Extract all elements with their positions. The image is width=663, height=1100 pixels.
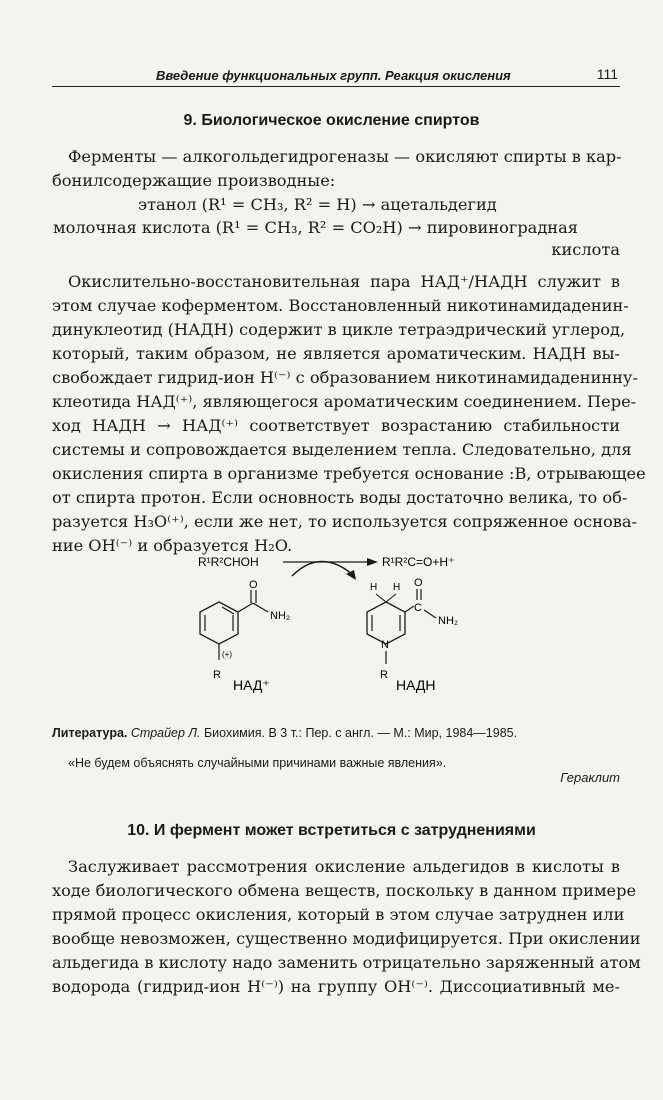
text-line: Окислительно-восстановительная пара НАД⁺/НАДН служит в: [68, 272, 620, 291]
literature-author: Страйер Л.: [130, 726, 201, 740]
equation-lactic-acid: молочная кислота (R¹ = CH₃, R² = CO₂H) → пировиноградная: [53, 218, 578, 237]
n-charge: (+): [222, 650, 232, 659]
carbonyl-c: C: [414, 602, 422, 614]
text-line: ние OH⁽⁻⁾ и образуется H₂O.: [52, 536, 293, 555]
coupling-arrow: [292, 561, 352, 576]
text-line: Заслуживает рассмотрения окисление альдегидов в кислоты в: [68, 857, 620, 876]
text-line: который, таким образом, не является ароматическим. НАДН вы-: [52, 344, 620, 363]
carbonyl-o: O: [249, 579, 258, 591]
reaction-arrowhead: [367, 558, 378, 566]
r-substituent: R: [213, 669, 221, 681]
text-line: от спирта протон. Если основность воды достаточно велика, то об-: [52, 488, 628, 507]
text-line: ход НАДН → НАД⁽⁺⁾ соответствует возрастанию стабильности: [52, 416, 620, 435]
nadh-n: N: [381, 639, 389, 651]
text-line: прямой процесс окисления, который в этом случае затруднен или: [52, 905, 625, 924]
literature-reference: [52, 726, 620, 740]
text-line: окисления спирта в организме требуется основание :B, отрывающее: [52, 464, 646, 483]
text-line: системы и сопровождается выделением тепла. Следовательно, для: [52, 440, 632, 459]
nadh-structure: [367, 577, 458, 693]
literature-label: Литература.: [52, 726, 128, 740]
epigraph-quote: «Не будем объяснять случайными причинами важные явления».: [68, 756, 447, 770]
epigraph-author: Гераклит: [560, 770, 620, 785]
text-line: динуклеотид (НАДН) содержит в цикле тетраэдрический углерод,: [52, 320, 626, 339]
amide-nh2: NH₂: [270, 610, 291, 622]
nadh-r-substituent: R: [380, 669, 388, 681]
nad-reaction-scheme: [0, 540, 663, 710]
hydrogen-b: H: [393, 582, 401, 593]
nadh-label: НАДН: [396, 677, 436, 693]
nadh-carbonyl-o: O: [414, 577, 423, 589]
section-9-intro: [52, 145, 620, 193]
text-line: свобождает гидрид-ион H⁽⁻⁾ с образованием никотинамидаденинну-: [52, 368, 638, 387]
section-10-body: [52, 855, 641, 999]
coupling-arrowhead: [346, 570, 356, 580]
nad-plus-structure: [200, 579, 290, 693]
text-line: клеотида НАД⁽⁺⁾, являющегося ароматическим соединением. Пере-: [52, 392, 637, 411]
reactant-label: R¹R²CHOH: [198, 555, 259, 569]
nadh-amide-nh2: NH₂: [438, 615, 459, 627]
text-line: бонилсодержащие производные:: [52, 171, 336, 190]
section-9-title: 9. Биологическое окисление спиртов: [183, 112, 480, 129]
running-title: Введение функциональных групп. Реакция окисления: [156, 68, 511, 83]
literature-text: Биохимия. В 3 т.: Пер. с англ. — М.: Мир, 1984—1985.: [203, 726, 518, 740]
product-label: R¹R²C=O+H⁺: [382, 555, 455, 569]
hydrogen-a: H: [370, 582, 378, 593]
text-line: водорода (гидрид-ион H⁽⁻⁾) на группу OH⁽⁻⁾. Диссоциативный ме-: [52, 977, 620, 996]
text-line: разуется H₃O⁽⁺⁾, если же нет, то используется сопряженное основа-: [52, 512, 638, 531]
section-9-body: [52, 270, 646, 558]
equation-ethanol: этанол (R¹ = CH₃, R² = H) → ацетальдегид: [138, 195, 497, 214]
section-10-title: 10. И фермент может встретиться с затруднениями: [127, 822, 536, 839]
text-line: этом случае коферментом. Восстановленный никотинамидаденин-: [52, 296, 629, 315]
nad-plus-label: НАД⁺: [233, 677, 270, 693]
text-line: Ферменты — алкогольдегидрогеназы — окисляют спирты в кар-: [68, 147, 622, 166]
text-line: альдегида в кислоту надо заменить отрицательно заряженный атом: [52, 953, 641, 972]
running-header: [52, 64, 620, 87]
equation-lactic-acid-cont: кислота: [551, 240, 620, 259]
page-number: 111: [596, 66, 618, 82]
text-line: ходе биологического обмена веществ, поскольку в данном примере: [52, 881, 637, 900]
text-line: вообще невозможен, существенно модифицируется. При окислении: [52, 929, 641, 948]
